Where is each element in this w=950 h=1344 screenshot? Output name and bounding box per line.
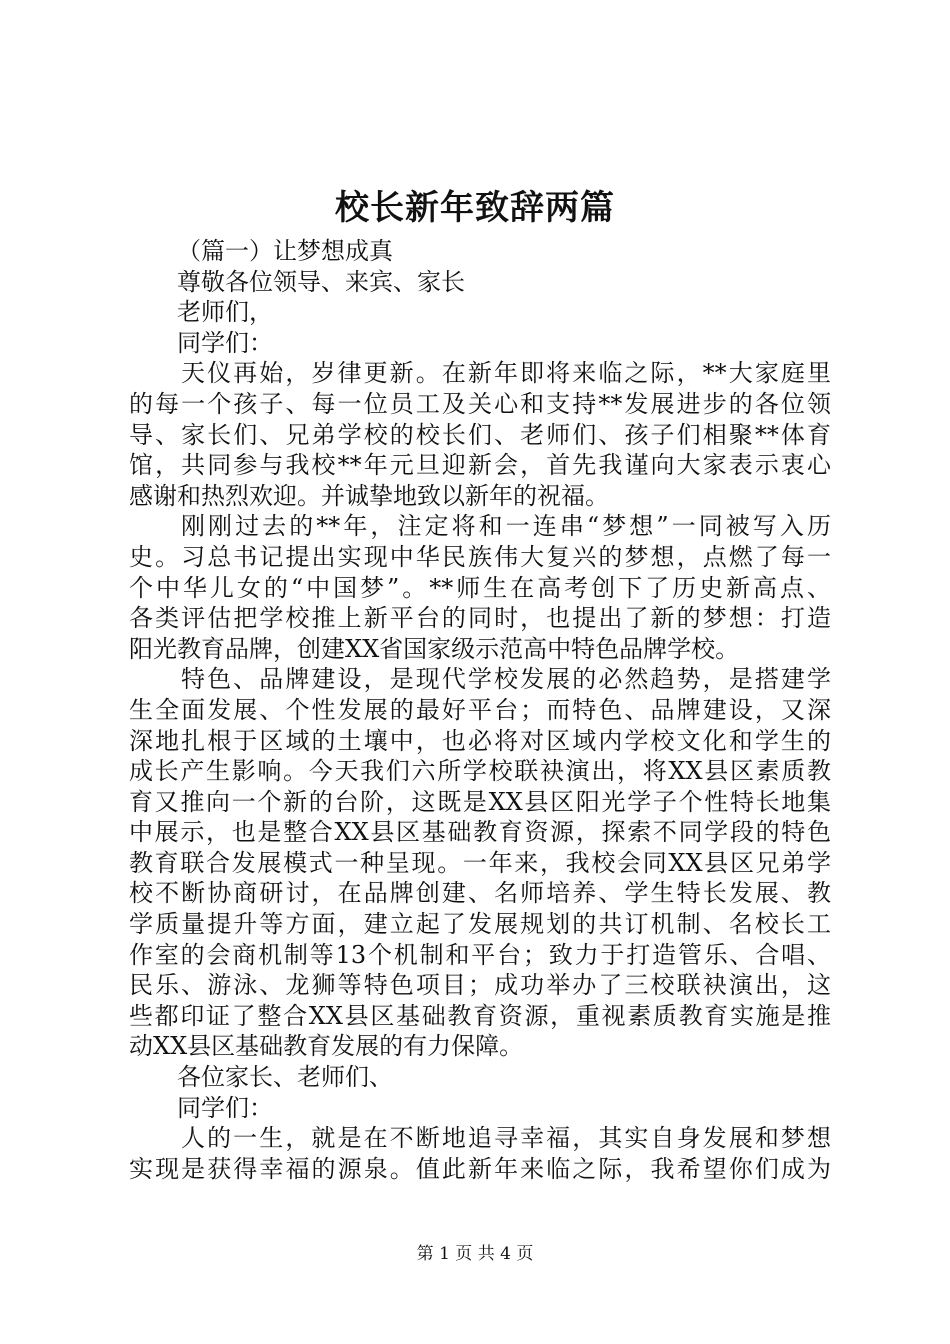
text-line: 阳光教育品牌，创建XX省国家级示范高中特色品牌学校。 xyxy=(129,634,740,663)
text-line: 老师们， xyxy=(177,298,273,327)
text-line: 导、家长们、兄弟学校的校长们、老师们、孩子们相聚**体育 xyxy=(129,420,831,449)
text-line: 个中华儿女的“中国梦”。**师生在高考创下了历史新高点、 xyxy=(129,573,831,602)
text-line: 育又推向一个新的台阶，这既是XX县区阳光学子个性特长地集 xyxy=(129,787,831,816)
text-line: （篇一）让梦想成真 xyxy=(177,237,393,265)
text-line: 刚刚过去的**年，注定将和一连串“梦想”一同被写入历 xyxy=(181,512,831,541)
text-line: 各类评估把学校推上新平台的同时，也提出了新的梦想：打造 xyxy=(129,604,831,633)
text-line: 各位家长、老师们、 xyxy=(177,1063,393,1092)
text-line: 人的一生，就是在不断地追寻幸福，其实自身发展和梦想 xyxy=(181,1124,831,1153)
document-title: 校长新年致辞两篇 xyxy=(335,188,615,228)
text-line: 中展示，也是整合XX县区基础教育资源，探索不同学段的特色 xyxy=(129,818,831,847)
text-line: 的每一个孩子、每一位员工及关心和支持**发展进步的各位领 xyxy=(129,389,831,418)
text-line: 生全面发展、个性发展的最好平台；而特色、品牌建设，又深 xyxy=(129,695,831,724)
text-line: 馆，共同参与我校**年元旦迎新会，首先我谨向大家表示衷心 xyxy=(129,451,831,480)
text-line: 动XX县区基础教育发展的有力保障。 xyxy=(129,1032,524,1061)
text-line: 教育联合发展模式一种呈现。一年来，我校会同XX县区兄弟学 xyxy=(129,848,831,877)
text-line: 特色、品牌建设，是现代学校发展的必然趋势，是搭建学 xyxy=(181,665,831,694)
text-line: 深地扎根于区域的土壤中，也必将对区域内学校文化和学生的 xyxy=(129,726,831,755)
text-line: 感谢和热烈欢迎。并诚挚地致以新年的祝福。 xyxy=(129,481,609,510)
page-footer: 第 1 页 共 4 页 xyxy=(416,1244,534,1264)
text-line: 作室的会商机制等13个机制和平台；致力于打造管乐、合唱、 xyxy=(129,940,831,969)
text-line: 同学们： xyxy=(177,1093,273,1122)
text-line: 校不断协商研讨，在品牌创建、名师培养、学生特长发展、教 xyxy=(129,879,831,908)
text-line: 学质量提升等方面，建立起了发展规划的共订机制、名校长工 xyxy=(129,910,831,939)
text-line: 尊敬各位领导、来宾、家长 xyxy=(177,267,465,296)
text-line: 实现是获得幸福的源泉。值此新年来临之际，我希望你们成为 xyxy=(129,1154,831,1183)
text-line: 天仪再始，岁律更新。在新年即将来临之际，**大家庭里 xyxy=(181,359,831,388)
text-line: 成长产生影响。今天我们六所学校联袂演出，将XX县区素质教 xyxy=(129,757,831,786)
text-line: 史。习总书记提出实现中华民族伟大复兴的梦想，点燃了每一 xyxy=(129,542,831,571)
text-line: 些都印证了整合XX县区基础教育资源，重视素质教育实施是推 xyxy=(129,1001,831,1030)
text-line: 同学们： xyxy=(177,328,273,357)
text-line: 民乐、游泳、龙狮等特色项目；成功举办了三校联袂演出，这 xyxy=(129,971,831,1000)
document-body xyxy=(129,236,831,1184)
